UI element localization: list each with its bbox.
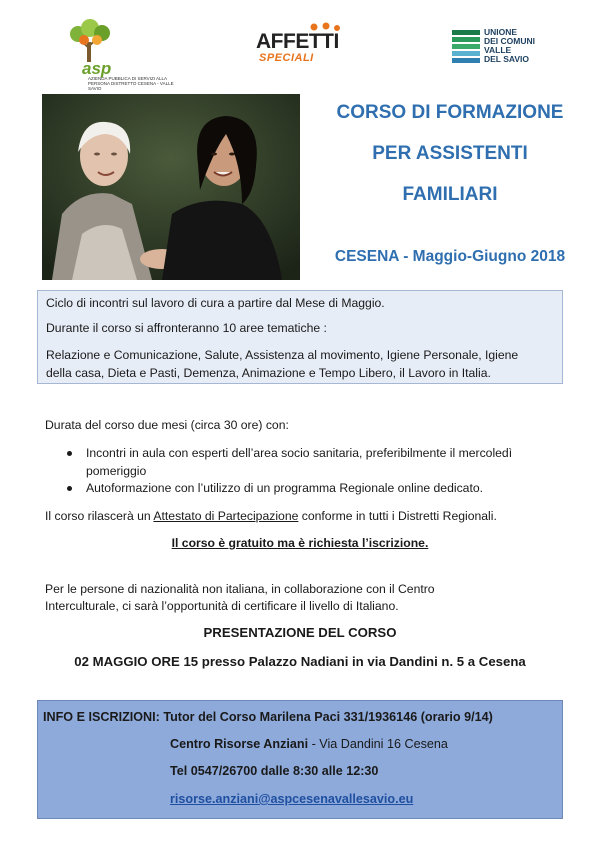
info-box (37, 700, 563, 819)
elderly-woman-and-caregiver-photo (42, 94, 300, 280)
affetti-speciali-logo (256, 22, 356, 72)
asp-logo (60, 18, 180, 91)
info-line1: INFO E ISCRIZIONI: Tutor del Corso Marilena Paci 331/1936146 (orario 9/14) (43, 710, 493, 724)
certificate-pre: Il corso rilascerà un (45, 509, 154, 523)
certificate-highlight: Attestato di Partecipazione (153, 509, 299, 523)
asp-logo-subtitle: AZIENDA PUBBLICA DI SERVIZI ALLA PERSONA DISTRETTO CESENA - VALLE SAVIO (88, 76, 174, 91)
unione-comuni-logo (452, 28, 562, 68)
bullet2: Autoformazione con l’utilizzo di un programma Regionale online dedicato. (86, 481, 483, 495)
unione-line3: VALLE (484, 45, 512, 55)
page-title-line2: PER ASSISTENTI (372, 143, 528, 164)
unione-line2: DEI COMUNI (484, 36, 535, 46)
bullet-icon (67, 451, 72, 456)
foreign-line1: Per le persone di nazionalità non italiana, in collaborazione con il Centro (45, 582, 435, 596)
intro-box (37, 290, 563, 384)
info-phone: Tel 0547/26700 dalle 8:30 alle 12:30 (170, 764, 379, 778)
bullet1-line1: Incontri in aula con esperti dell’area socio sanitaria, preferibilmente il mercoledì (86, 446, 513, 460)
centre-name: Centro Risorse Anziani (170, 737, 309, 751)
bullet-icon (67, 486, 72, 491)
intro-line1: Ciclo di incontri sul lavoro di cura a partire dal Mese di Maggio. (46, 296, 385, 310)
page-title-line1: CORSO DI FORMAZIONE (336, 102, 564, 123)
page-subtitle: CESENA - Maggio-Giugno 2018 (334, 248, 566, 265)
free-course-notice (0, 534, 600, 552)
intro-line2: Durante il corso si affronteranno 10 aree tematiche : (46, 321, 327, 335)
certificate-post: conforme in tutti i Distretti Regionali. (298, 509, 497, 523)
presentation-heading: PRESENTAZIONE DEL CORSO (203, 625, 397, 640)
intro-topics-line2: della casa, Dieta e Pasti, Demenza, Animazione e Tempo Libero, il Lavoro in Italia. (46, 366, 491, 380)
asp-logo-text: asp (82, 59, 112, 78)
valley-stripes-icon (452, 30, 482, 66)
info-email-link[interactable]: risorse.anziani@aspcesenavallesavio.eu (170, 792, 414, 806)
unione-logo-text (484, 28, 535, 64)
unione-line1: UNIONE (484, 27, 518, 37)
unione-line4: DEL SAVIO (484, 54, 530, 64)
bullet1-line2: pomeriggio (86, 464, 147, 478)
centre-address: - Via Dandini 16 Cesena (308, 737, 448, 751)
foreign-line2: Interculturale, ci sarà l’opportunità di certificare il livello di Italiano. (45, 599, 399, 613)
certificate-text (45, 507, 497, 525)
info-centre (170, 737, 448, 751)
free-course-text: Il corso è gratuito ma è richiesta l’iscrizione. (171, 536, 429, 550)
affetti-logo-line2: SPECIALI (259, 52, 314, 64)
page-title-line3: FAMILIARI (402, 184, 498, 205)
duration-intro: Durata del corso due mesi (circa 30 ore) con: (45, 418, 289, 432)
intro-topics-line1: Relazione e Comunicazione, Salute, Assistenza al movimento, Igiene Personale, Igiene (46, 348, 519, 362)
affetti-logo-line1: AFFETTI (256, 30, 339, 53)
presentation-details: 02 MAGGIO ORE 15 presso Palazzo Nadiani in via Dandini n. 5 a Cesena (74, 654, 526, 669)
